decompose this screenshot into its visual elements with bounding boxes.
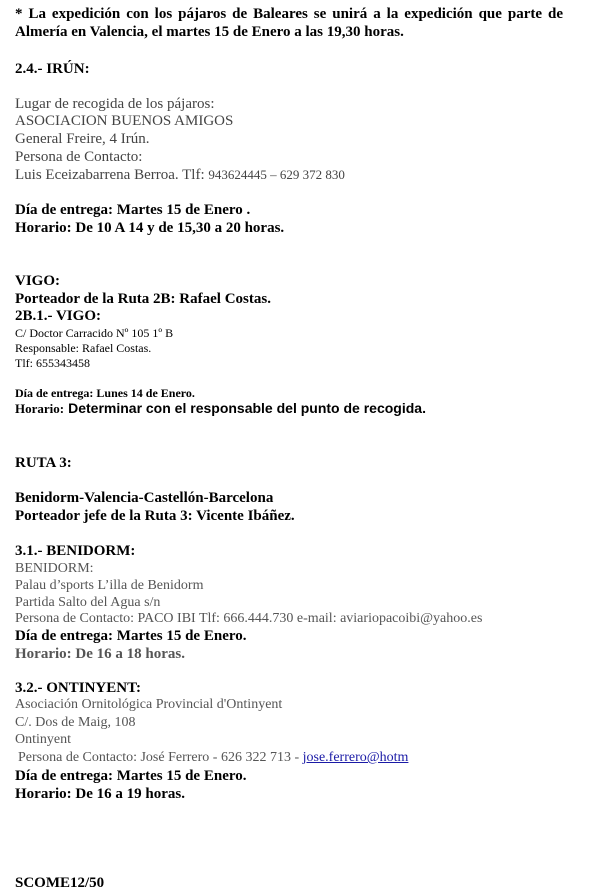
irun-contacto-nombre: Luis Eceizabarrena Berroa. Tlf: bbox=[15, 167, 205, 183]
irun-lugar-label: Lugar de recogida de los pájaros: bbox=[15, 96, 215, 112]
benidorm-horario: Horario: De 16 a 18 horas. bbox=[15, 646, 185, 662]
ruta3-title: RUTA 3: bbox=[15, 455, 72, 471]
ontinyent-horario: Horario: De 16 a 19 horas. bbox=[15, 786, 185, 802]
ontinyent-email-link[interactable]: jose.ferrero@hotm bbox=[302, 750, 409, 765]
section-heading-benidorm: 3.1.- BENIDORM: bbox=[15, 543, 136, 559]
irun-asociacion: ASOCIACION BUENOS AMIGOS bbox=[15, 113, 234, 129]
ontinyent-contacto-text: Persona de Contacto: José Ferrero - 626 322 713 - bbox=[18, 750, 300, 765]
ontinyent-contacto bbox=[18, 751, 408, 765]
irun-horario: Horario: De 10 A 14 y de 15,30 a 20 horas. bbox=[15, 220, 285, 236]
benidorm-partida: Partida Salto del Agua s/n bbox=[15, 595, 161, 610]
vigo-horario bbox=[15, 401, 426, 417]
vigo-horario-label: Horario: bbox=[15, 401, 65, 416]
ontinyent-direccion: C/. Dos de Maig, 108 bbox=[15, 715, 136, 730]
irun-contacto bbox=[15, 168, 345, 183]
section-heading-vigo: 2B.1.- VIGO: bbox=[15, 308, 101, 324]
vigo-title: VIGO: bbox=[15, 273, 60, 289]
section-heading-irun: 2.4.- IRÚN: bbox=[15, 61, 90, 77]
ruta3-recorrido: Benidorm-Valencia-Castellón-Barcelona bbox=[15, 490, 274, 506]
ontinyent-asociacion: Asociación Ornitológica Provincial d'Ontinyent bbox=[15, 697, 283, 712]
irun-contacto-telefonos: 943624445 – 629 372 830 bbox=[208, 167, 345, 182]
benidorm-dia-entrega: Día de entrega: Martes 15 de Enero. bbox=[15, 628, 247, 644]
vigo-responsable: Responsable: Rafael Costas. bbox=[15, 341, 152, 355]
irun-dia-entrega: Día de entrega: Martes 15 de Enero . bbox=[15, 202, 251, 218]
ontinyent-dia-entrega: Día de entrega: Martes 15 de Enero. bbox=[15, 768, 247, 784]
section-heading-ontinyent: 3.2.- ONTINYENT: bbox=[15, 680, 141, 696]
vigo-horario-valor: Determinar con el responsable del punto de recogida. bbox=[68, 400, 426, 416]
irun-contacto-label: Persona de Contacto: bbox=[15, 149, 143, 165]
vigo-direccion: C/ Doctor Carracido Nº 105 1º B bbox=[15, 326, 174, 340]
benidorm-nombre: BENIDORM: bbox=[15, 561, 94, 576]
vigo-porteador: Porteador de la Ruta 2B: Rafael Costas. bbox=[15, 291, 271, 307]
ruta3-porteador: Porteador jefe de la Ruta 3: Vicente Ibáñez. bbox=[15, 508, 295, 524]
notice-line-2: Almería en Valencia, el martes 15 de Enero a las 19,30 horas. bbox=[15, 24, 404, 40]
irun-direccion: General Freire, 4 Irún. bbox=[15, 131, 150, 147]
vigo-dia-entrega: Día de entrega: Lunes 14 de Enero. bbox=[15, 386, 195, 400]
ontinyent-ciudad: Ontinyent bbox=[15, 732, 71, 747]
benidorm-lugar: Palau d’sports L’illa de Benidorm bbox=[15, 578, 204, 593]
benidorm-contacto: Persona de Contacto: PACO IBI Tlf: 666.444.730 e-mail: aviariopacoibi@yahoo.es bbox=[15, 611, 483, 626]
vigo-telefono: Tlf: 655343458 bbox=[15, 356, 90, 370]
notice-line-1: * La expedición con los pájaros de Baleares se unirá a la expedición que parte de bbox=[15, 6, 563, 22]
page-code: SCOME12/50 bbox=[15, 875, 105, 891]
